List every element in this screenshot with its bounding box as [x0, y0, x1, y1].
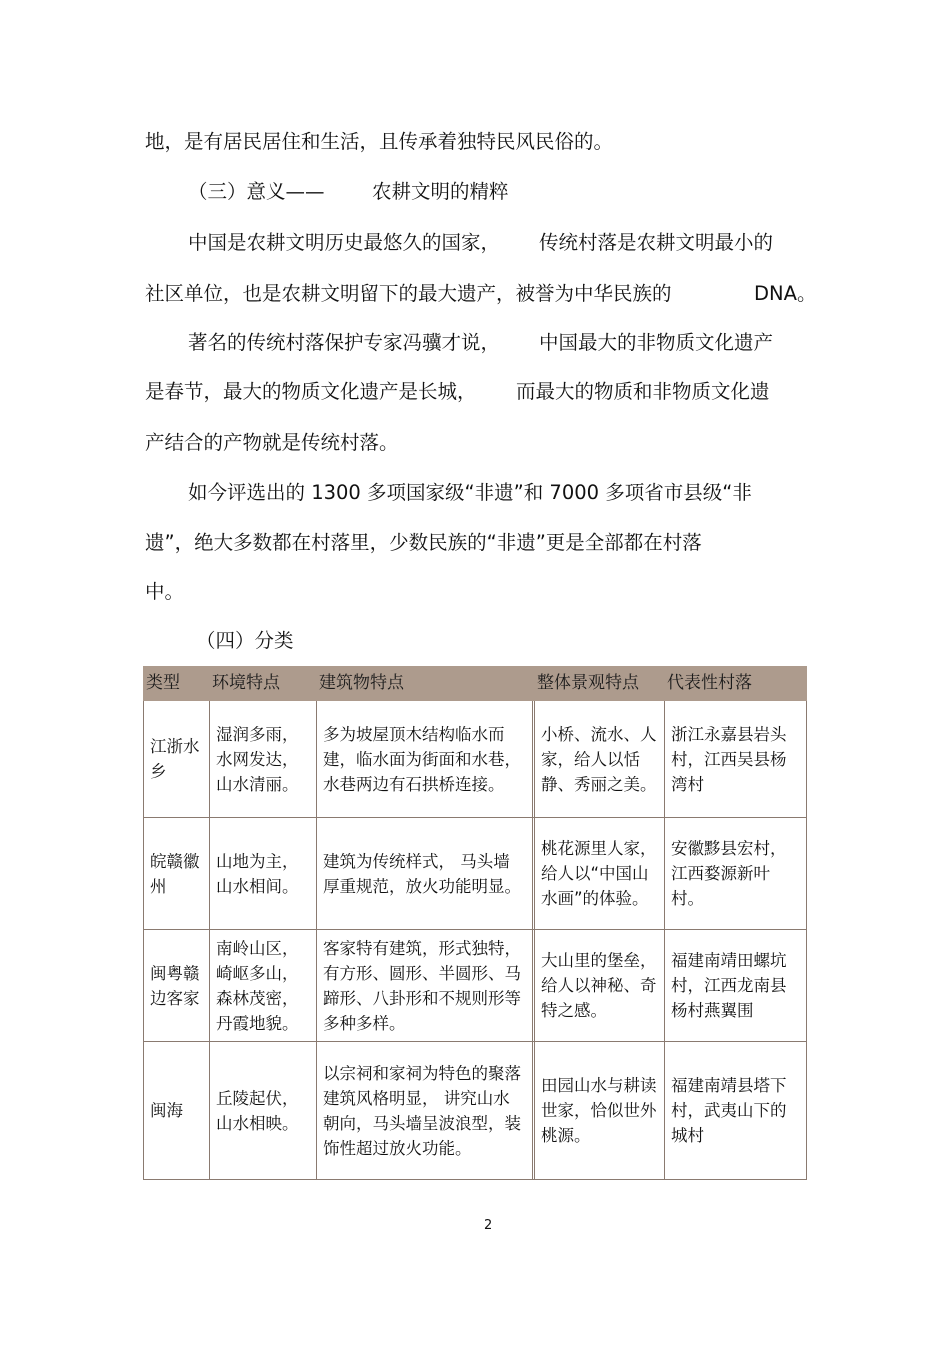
table-row: [144, 818, 807, 930]
cell-type: 江浙水乡: [144, 701, 210, 818]
header-landscape: 整体景观特点: [535, 667, 665, 701]
text-line-5b: 中国最大的非物质文化遗产: [539, 331, 774, 354]
cell-village: 福建南靖县塔下村，武夷山下的城村: [665, 1042, 807, 1180]
cell-building: 客家特有建筑，形式独特，有方形、圆形、半圆形、马蹄形、八卦形和不规则形等多种多样。: [317, 930, 533, 1042]
cell-village: 浙江永嘉县岩头村，江西吴县杨湾村: [665, 701, 807, 818]
classification-table: [143, 666, 807, 1180]
text-line-10: 中。: [145, 580, 185, 603]
text-line-3b: 传统村落是农耕文明最小的: [539, 231, 774, 254]
cell-environment: 湿润多雨，水网发达，山水清丽。: [210, 701, 317, 818]
text-line-4a: 社区单位，也是农耕文明留下的最大遗产，被誉为中华民族的: [145, 282, 672, 305]
text-line-6b: 而最大的物质和非物质文化遗: [516, 380, 770, 403]
cell-landscape: 大山里的堡垒，给人以神秘、奇特之感。: [535, 930, 665, 1042]
header-building: 建筑物特点: [317, 667, 535, 701]
text-line-5a: 著名的传统村落保护专家冯骥才说，: [188, 331, 501, 354]
text-line-7: 产结合的产物就是传统村落。: [145, 431, 399, 454]
header-village: 代表性村落: [665, 667, 807, 701]
cell-type: 闽粤赣边客家: [144, 930, 210, 1042]
text-line-3a: 中国是农耕文明历史最悠久的国家，: [188, 231, 501, 254]
table-header-row: [144, 667, 807, 701]
cell-environment: 山地为主，山水相间。: [210, 818, 317, 930]
text-line-1: 地，是有居民居住和生活，且传承着独特民风民俗的。: [145, 130, 614, 153]
cell-building: 多为坡屋顶木结构临水而建，临水面为街面和水巷，水巷两边有石拱桥连接。: [317, 701, 533, 818]
table-row: [144, 701, 807, 818]
cell-environment: 南岭山区，崎岖多山，森林茂密，丹霞地貌。: [210, 930, 317, 1042]
header-type: 类型: [144, 667, 210, 701]
section-heading-4: （四）分类: [196, 629, 294, 652]
cell-building: 以宗祠和家祠为特色的聚落建筑风格明显， 讲究山水朝向，马头墙呈波浪型，装饰性超过放火功能。: [317, 1042, 533, 1180]
text-line-8: 如今评选出的 1300 多项国家级“非遗”和 7000 多项省市县级“非: [188, 481, 752, 504]
cell-village: 安徽黟县宏村，江西婺源新叶村。: [665, 818, 807, 930]
table-row: [144, 1042, 807, 1180]
cell-landscape: 田园山水与耕读世家，恰似世外桃源。: [535, 1042, 665, 1180]
header-environment: 环境特点: [210, 667, 317, 701]
cell-environment: 丘陵起伏，山水相映。: [210, 1042, 317, 1180]
cell-landscape: 小桥、流水、人家，给人以恬静、秀丽之美。: [535, 701, 665, 818]
text-line-6a: 是春节，最大的物质文化遗产是长城，: [145, 380, 477, 403]
cell-landscape: 桃花源里人家，给人以“中国山水画”的体验。: [535, 818, 665, 930]
cell-type: 皖赣徽州: [144, 818, 210, 930]
section-heading-3-title: 农耕文明的精粹: [372, 180, 509, 203]
page-number: 2: [484, 1218, 493, 1233]
cell-building: 建筑为传统样式， 马头墙厚重规范，放火功能明显。: [317, 818, 533, 930]
table-row: [144, 930, 807, 1042]
cell-village: 福建南靖田螺坑村，江西龙南县杨村燕翼围: [665, 930, 807, 1042]
section-heading-3-prefix: （三）意义——: [188, 180, 325, 203]
text-line-4b: DNA。: [754, 282, 817, 305]
text-line-9: 遗”，绝大多数都在村落里，少数民族的“非遗”更是全部都在村落: [145, 531, 702, 554]
cell-type: 闽海: [144, 1042, 210, 1180]
